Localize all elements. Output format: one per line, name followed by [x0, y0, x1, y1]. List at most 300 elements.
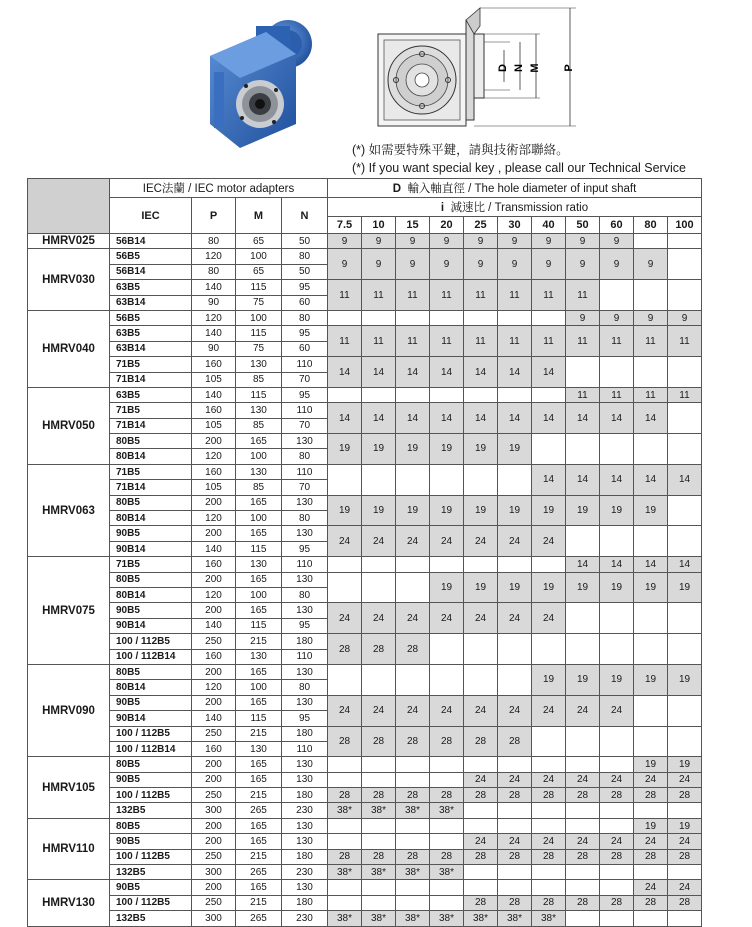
cell-n: 60 — [282, 341, 328, 356]
hole-diameter-cell — [362, 772, 396, 787]
hole-diameter-cell: 11 — [634, 326, 668, 357]
hole-diameter-cell: 14 — [600, 403, 634, 434]
hole-diameter-cell — [498, 557, 532, 572]
cell-p: 120 — [192, 249, 236, 264]
hole-diameter-cell: 28 — [600, 895, 634, 910]
cell-n: 180 — [282, 634, 328, 649]
hole-diameter-cell — [362, 387, 396, 402]
hole-diameter-cell: 9 — [566, 234, 600, 249]
table-row — [28, 310, 702, 325]
hole-diameter-cell: 28 — [328, 726, 362, 757]
hole-diameter-cell: 19 — [634, 664, 668, 695]
cell-p: 300 — [192, 803, 236, 818]
cell-n: 50 — [282, 264, 328, 279]
table-row — [28, 495, 702, 510]
cell-n: 110 — [282, 649, 328, 664]
hole-diameter-cell: 24 — [668, 772, 702, 787]
cell-p: 200 — [192, 695, 236, 710]
hole-diameter-cell: 19 — [600, 664, 634, 695]
hole-diameter-cell — [668, 911, 702, 926]
table-row — [28, 772, 702, 787]
table-row — [28, 557, 702, 572]
hole-diameter-cell — [396, 464, 430, 495]
hole-diameter-cell: 19 — [498, 495, 532, 526]
hole-diameter-cell — [600, 818, 634, 833]
hole-diameter-cell: 28 — [668, 788, 702, 803]
hole-diameter-cell — [668, 403, 702, 434]
hole-diameter-cell: 14 — [328, 403, 362, 434]
hole-diameter-cell: 11 — [566, 326, 600, 357]
hole-diameter-cell — [498, 634, 532, 665]
hole-diameter-cell — [430, 895, 464, 910]
col-m: M — [236, 198, 282, 234]
hole-diameter-cell: 38* — [430, 911, 464, 926]
model-name: HMRV075 — [28, 557, 110, 665]
cell-p: 140 — [192, 541, 236, 556]
hole-diameter-cell — [430, 387, 464, 402]
table-row — [28, 695, 702, 710]
hole-diameter-cell: 28 — [328, 849, 362, 864]
hole-diameter-cell: 14 — [498, 403, 532, 434]
cell-n: 130 — [282, 572, 328, 587]
table-row — [28, 280, 702, 295]
cell-iec: 80B14 — [110, 511, 192, 526]
hole-diameter-cell — [634, 726, 668, 757]
hole-diameter-cell: 11 — [600, 326, 634, 357]
hole-diameter-cell: 11 — [498, 280, 532, 311]
hole-diameter-cell: 38* — [328, 865, 362, 880]
hole-diameter-cell — [668, 803, 702, 818]
cell-m: 130 — [236, 557, 282, 572]
cell-iec: 100 / 112B14 — [110, 649, 192, 664]
table-row — [28, 803, 702, 818]
table-row — [28, 834, 702, 849]
hole-diameter-cell: 28 — [362, 788, 396, 803]
hole-diameter-cell: 14 — [600, 464, 634, 495]
hole-diameter-cell: 9 — [668, 310, 702, 325]
cell-m: 85 — [236, 418, 282, 433]
hole-diameter-cell: 9 — [600, 310, 634, 325]
hole-diameter-cell: 9 — [498, 234, 532, 249]
hole-diameter-cell: 11 — [396, 280, 430, 311]
hole-diameter-cell: 9 — [362, 234, 396, 249]
cell-m: 100 — [236, 511, 282, 526]
hole-diameter-cell — [328, 880, 362, 895]
model-name: HMRV040 — [28, 310, 110, 387]
dim-label-m: M — [529, 63, 541, 73]
cell-iec: 71B14 — [110, 418, 192, 433]
hole-diameter-cell: 9 — [430, 234, 464, 249]
hole-diameter-cell: 28 — [566, 849, 600, 864]
hole-diameter-cell — [362, 757, 396, 772]
hole-diameter-cell — [600, 526, 634, 557]
hole-diameter-cell — [634, 911, 668, 926]
hole-diameter-cell — [566, 434, 600, 465]
cell-iec: 80B5 — [110, 664, 192, 679]
hole-diameter-cell: 24 — [600, 834, 634, 849]
hole-diameter-cell: 9 — [634, 310, 668, 325]
hole-diameter-cell: 24 — [362, 526, 396, 557]
hole-diameter-cell — [668, 526, 702, 557]
cell-n: 230 — [282, 865, 328, 880]
hole-diameter-cell — [396, 834, 430, 849]
cell-p: 140 — [192, 387, 236, 402]
cell-iec: 71B5 — [110, 403, 192, 418]
hole-diameter-cell — [362, 834, 396, 849]
hole-diameter-cell: 24 — [362, 695, 396, 726]
hole-diameter-cell — [532, 634, 566, 665]
hole-diameter-cell — [328, 664, 362, 695]
table-row — [28, 818, 702, 833]
cell-n: 95 — [282, 618, 328, 633]
cell-m: 215 — [236, 726, 282, 741]
hole-diameter-cell: 14 — [532, 357, 566, 388]
hole-diameter-cell: 9 — [532, 249, 566, 280]
cell-n: 130 — [282, 664, 328, 679]
hole-diameter-cell: 24 — [498, 603, 532, 634]
hole-diameter-cell — [498, 803, 532, 818]
hole-diameter-cell — [600, 911, 634, 926]
hole-diameter-cell: 14 — [532, 403, 566, 434]
cell-iec: 63B14 — [110, 295, 192, 310]
table-row — [28, 880, 702, 895]
cell-iec: 80B5 — [110, 572, 192, 587]
hole-diameter-cell: 14 — [634, 403, 668, 434]
hole-diameter-cell — [566, 818, 600, 833]
cell-p: 140 — [192, 326, 236, 341]
cell-m: 85 — [236, 372, 282, 387]
hole-diameter-cell: 38* — [396, 803, 430, 818]
table-row — [28, 757, 702, 772]
cell-m: 130 — [236, 357, 282, 372]
cell-iec: 71B14 — [110, 480, 192, 495]
cell-iec: 132B5 — [110, 865, 192, 880]
cell-p: 120 — [192, 310, 236, 325]
hole-diameter-cell — [396, 880, 430, 895]
cell-m: 165 — [236, 880, 282, 895]
hole-diameter-cell: 11 — [634, 387, 668, 402]
ratio-header-text: 減速比 / Transmission ratio — [450, 202, 589, 214]
hole-diameter-cell: 24 — [328, 695, 362, 726]
hole-diameter-cell: 14 — [600, 557, 634, 572]
model-name: HMRV130 — [28, 880, 110, 926]
hole-diameter-cell: 11 — [430, 280, 464, 311]
cell-iec: 80B5 — [110, 495, 192, 510]
cell-p: 200 — [192, 434, 236, 449]
cell-n: 130 — [282, 434, 328, 449]
hole-diameter-cell: 24 — [328, 526, 362, 557]
cell-n: 130 — [282, 526, 328, 541]
hole-diameter-cell — [634, 603, 668, 634]
cell-n: 130 — [282, 695, 328, 710]
hole-diameter-cell: 14 — [464, 403, 498, 434]
cell-m: 165 — [236, 664, 282, 679]
hole-diameter-cell — [430, 818, 464, 833]
cell-iec: 90B14 — [110, 541, 192, 556]
hole-diameter-cell: 24 — [532, 772, 566, 787]
table-row — [28, 387, 702, 402]
hole-diameter-cell: 24 — [634, 834, 668, 849]
hole-diameter-cell — [600, 280, 634, 311]
table-row — [28, 249, 702, 264]
cell-n: 70 — [282, 418, 328, 433]
hole-header-letter: D — [392, 183, 402, 195]
hole-diameter-cell — [464, 880, 498, 895]
hole-diameter-cell — [668, 495, 702, 526]
hole-diameter-cell — [634, 865, 668, 880]
cell-iec: 100 / 112B5 — [110, 634, 192, 649]
hole-diameter-cell: 28 — [464, 895, 498, 910]
table-row — [28, 895, 702, 910]
hole-diameter-cell — [600, 757, 634, 772]
table-row — [28, 403, 702, 418]
hole-diameter-cell — [498, 387, 532, 402]
hole-diameter-cell: 24 — [362, 603, 396, 634]
hole-diameter-cell — [532, 310, 566, 325]
cell-m: 215 — [236, 788, 282, 803]
cell-n: 130 — [282, 818, 328, 833]
hole-diameter-cell: 19 — [668, 818, 702, 833]
hole-diameter-cell: 11 — [362, 280, 396, 311]
cell-n: 80 — [282, 310, 328, 325]
cell-m: 215 — [236, 895, 282, 910]
cell-m: 75 — [236, 295, 282, 310]
hole-diameter-cell: 11 — [600, 387, 634, 402]
cell-iec: 71B5 — [110, 557, 192, 572]
cell-n: 230 — [282, 911, 328, 926]
hole-diameter-cell — [396, 557, 430, 572]
hole-diameter-cell — [498, 865, 532, 880]
hole-diameter-cell: 28 — [362, 849, 396, 864]
table-row — [28, 726, 702, 741]
hole-diameter-cell — [668, 726, 702, 757]
hole-diameter-cell — [668, 357, 702, 388]
cell-p: 200 — [192, 603, 236, 618]
cell-p: 80 — [192, 234, 236, 249]
hole-diameter-cell: 24 — [600, 772, 634, 787]
hole-diameter-cell: 24 — [464, 603, 498, 634]
model-name: HMRV030 — [28, 249, 110, 311]
cell-m: 100 — [236, 680, 282, 695]
hole-diameter-cell: 19 — [498, 572, 532, 603]
table-row — [28, 357, 702, 372]
cell-iec: 56B14 — [110, 234, 192, 249]
hole-diameter-cell: 19 — [464, 495, 498, 526]
hole-diameter-cell: 9 — [600, 249, 634, 280]
hole-diameter-cell: 38* — [362, 803, 396, 818]
cell-p: 200 — [192, 495, 236, 510]
hole-diameter-cell — [464, 387, 498, 402]
cell-m: 265 — [236, 911, 282, 926]
cell-n: 80 — [282, 587, 328, 602]
spec-table-body — [28, 234, 702, 927]
hole-diameter-cell — [464, 757, 498, 772]
note-english: (*) If you want special key , please call our Technical Service — [352, 161, 686, 175]
cell-m: 165 — [236, 757, 282, 772]
hole-diameter-cell — [430, 464, 464, 495]
cell-iec: 90B5 — [110, 880, 192, 895]
hole-diameter-cell: 11 — [498, 326, 532, 357]
hole-diameter-cell — [464, 464, 498, 495]
ratio-header-letter: i — [440, 202, 445, 214]
hole-diameter-cell — [430, 772, 464, 787]
cell-n: 95 — [282, 387, 328, 402]
hole-diameter-cell: 14 — [328, 357, 362, 388]
hole-diameter-cell: 28 — [566, 788, 600, 803]
spec-table — [27, 178, 702, 927]
cell-m: 115 — [236, 541, 282, 556]
hole-diameter-cell: 28 — [328, 788, 362, 803]
hole-diameter-cell: 14 — [396, 357, 430, 388]
hole-diameter-cell: 9 — [634, 249, 668, 280]
cell-p: 80 — [192, 264, 236, 279]
cell-iec: 80B14 — [110, 680, 192, 695]
cell-n: 130 — [282, 757, 328, 772]
adapters-header: IEC法蘭 / IEC motor adapters — [110, 179, 328, 198]
hole-diameter-cell: 14 — [532, 464, 566, 495]
cell-p: 200 — [192, 834, 236, 849]
hole-diameter-cell: 19 — [328, 434, 362, 465]
hole-diameter-cell — [532, 818, 566, 833]
hole-diameter-cell: 19 — [430, 434, 464, 465]
cell-m: 165 — [236, 526, 282, 541]
hole-diameter-cell — [634, 526, 668, 557]
hole-diameter-cell: 38* — [328, 911, 362, 926]
hole-diameter-cell: 38* — [430, 865, 464, 880]
hole-diameter-cell: 28 — [430, 788, 464, 803]
model-name: HMRV063 — [28, 464, 110, 556]
hole-diameter-cell — [328, 757, 362, 772]
cell-m: 100 — [236, 310, 282, 325]
hole-diameter-cell: 24 — [634, 880, 668, 895]
cell-p: 105 — [192, 480, 236, 495]
hole-diameter-cell: 9 — [328, 249, 362, 280]
hole-diameter-cell — [464, 634, 498, 665]
table-row — [28, 526, 702, 541]
hole-diameter-cell: 19 — [566, 572, 600, 603]
ratio-col-header: 7.5 — [328, 217, 362, 234]
hole-diameter-cell — [396, 572, 430, 603]
hole-diameter-cell: 9 — [464, 234, 498, 249]
hole-diameter-cell — [396, 772, 430, 787]
cell-p: 160 — [192, 649, 236, 664]
cell-n: 110 — [282, 557, 328, 572]
cell-n: 95 — [282, 711, 328, 726]
ratio-col-header: 25 — [464, 217, 498, 234]
hole-diameter-cell — [600, 880, 634, 895]
col-iec: IEC — [110, 198, 192, 234]
cell-n: 110 — [282, 464, 328, 479]
hole-diameter-cell — [634, 434, 668, 465]
cell-p: 120 — [192, 511, 236, 526]
hole-diameter-cell — [328, 772, 362, 787]
hole-diameter-cell: 24 — [430, 603, 464, 634]
cell-n: 80 — [282, 249, 328, 264]
cell-n: 130 — [282, 880, 328, 895]
table-row — [28, 464, 702, 479]
table-row — [28, 572, 702, 587]
hole-diameter-cell — [430, 834, 464, 849]
hole-diameter-cell: 28 — [634, 895, 668, 910]
hole-diameter-cell: 24 — [498, 526, 532, 557]
cell-n: 130 — [282, 834, 328, 849]
hole-diameter-cell: 24 — [396, 695, 430, 726]
cell-n: 180 — [282, 726, 328, 741]
table-row — [28, 434, 702, 449]
note-chinese: (*) 如需要特殊平鍵，請與技術部聯絡。 — [352, 143, 569, 157]
hole-diameter-cell — [668, 634, 702, 665]
hole-diameter-cell: 38* — [362, 865, 396, 880]
table-row — [28, 911, 702, 926]
cell-p: 160 — [192, 403, 236, 418]
hole-diameter-cell: 19 — [634, 495, 668, 526]
hole-diameter-cell — [566, 911, 600, 926]
cell-n: 80 — [282, 680, 328, 695]
cell-p: 160 — [192, 557, 236, 572]
cell-iec: 100 / 112B5 — [110, 895, 192, 910]
col-p: P — [192, 198, 236, 234]
hole-diameter-cell — [566, 726, 600, 757]
hole-diameter-cell — [532, 434, 566, 465]
table-row — [28, 634, 702, 649]
model-name: HMRV105 — [28, 757, 110, 819]
hole-diameter-cell — [532, 726, 566, 757]
cell-n: 80 — [282, 511, 328, 526]
hole-diameter-cell: 24 — [396, 526, 430, 557]
cell-p: 160 — [192, 741, 236, 756]
ratio-col-header: 80 — [634, 217, 668, 234]
cell-iec: 56B14 — [110, 264, 192, 279]
hole-diameter-cell: 24 — [532, 526, 566, 557]
hole-diameter-cell: 14 — [464, 357, 498, 388]
hole-diameter-cell: 24 — [498, 834, 532, 849]
cell-m: 265 — [236, 803, 282, 818]
hole-diameter-cell: 19 — [668, 572, 702, 603]
hole-diameter-cell: 9 — [396, 249, 430, 280]
cell-m: 165 — [236, 834, 282, 849]
cell-p: 200 — [192, 880, 236, 895]
hole-diameter-cell: 28 — [362, 634, 396, 665]
hole-diameter-cell — [430, 557, 464, 572]
hole-diameter-cell: 38* — [430, 803, 464, 818]
hole-diameter-cell: 19 — [634, 572, 668, 603]
cell-m: 115 — [236, 711, 282, 726]
cell-iec: 90B5 — [110, 695, 192, 710]
hole-diameter-cell: 9 — [362, 249, 396, 280]
hole-diameter-cell — [430, 664, 464, 695]
cell-n: 230 — [282, 803, 328, 818]
hole-diameter-cell — [430, 757, 464, 772]
hole-diameter-cell: 19 — [634, 757, 668, 772]
cell-iec: 80B5 — [110, 818, 192, 833]
hole-diameter-cell — [668, 695, 702, 726]
cell-iec: 100 / 112B5 — [110, 788, 192, 803]
hole-diameter-cell: 19 — [430, 572, 464, 603]
hole-diameter-cell: 11 — [566, 387, 600, 402]
table-row — [28, 865, 702, 880]
cell-p: 90 — [192, 295, 236, 310]
cell-m: 85 — [236, 480, 282, 495]
cell-m: 165 — [236, 603, 282, 618]
hole-diameter-cell — [600, 634, 634, 665]
cell-n: 130 — [282, 495, 328, 510]
cell-m: 130 — [236, 649, 282, 664]
cell-p: 160 — [192, 464, 236, 479]
hole-diameter-cell — [328, 387, 362, 402]
hole-diameter-cell — [464, 865, 498, 880]
hole-diameter-cell: 14 — [634, 464, 668, 495]
hole-diameter-cell: 24 — [498, 772, 532, 787]
